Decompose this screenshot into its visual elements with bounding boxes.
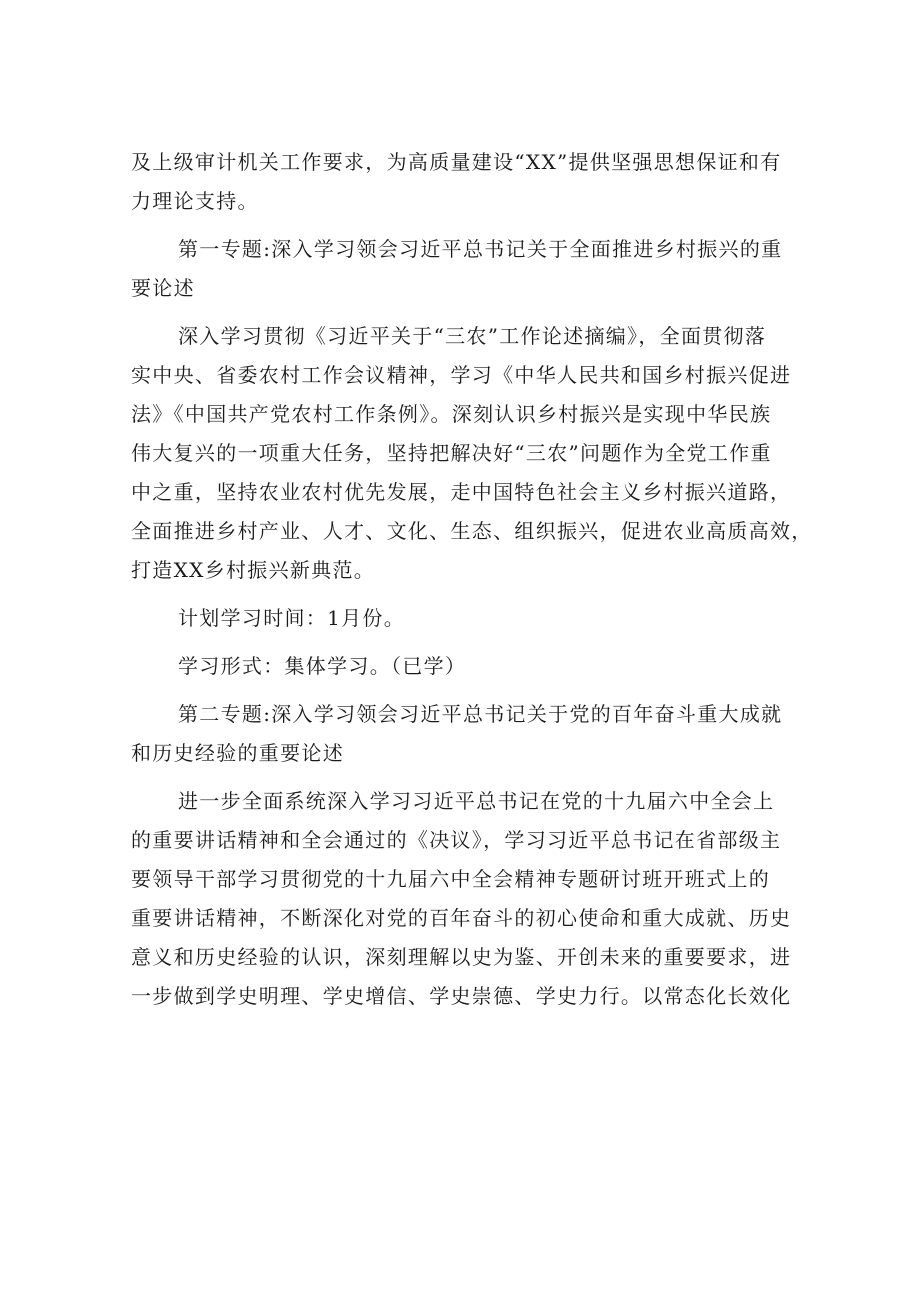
paragraph-topic-1-heading bbox=[131, 230, 801, 308]
text-line: 学习形式：集体学习。（已学） bbox=[178, 654, 467, 678]
text-line: 重要讲话精神，不断深化对党的百年奋斗的初心使命和重大成就、历史 bbox=[131, 906, 792, 930]
paragraph-topic-2-heading bbox=[131, 695, 801, 773]
document-body bbox=[131, 143, 813, 1016]
text-line: 深入学习贯彻《习近平关于“三农”工作论述摘编》，全面贯彻落 bbox=[178, 324, 767, 348]
paragraph-topic-2-body bbox=[131, 782, 801, 1016]
text-line: 要领导干部学习贯彻党的十九届六中全会精神专题研讨班开班式上的 bbox=[131, 867, 770, 891]
section-heading-line: 要论述 bbox=[131, 276, 195, 300]
text-line: 打造XX乡村振兴新典范。 bbox=[131, 558, 376, 582]
text-line: 及上级审计机关工作要求，为高质量建设“XX”提供坚强思想保证和有 bbox=[131, 150, 782, 174]
section-heading-line: 第一专题:深入学习领会习近平总书记关于全面推进乡村振兴的重 bbox=[178, 237, 783, 261]
text-line: 的重要讲话精神和全会通过的《决议》，学习习近平总书记在省部级主 bbox=[131, 828, 782, 852]
text-line: 伟大复兴的一项重大任务，坚持把解决好“三农”问题作为全党工作重 bbox=[131, 441, 772, 465]
text-line: 实中央、省委农村工作会议精神，学习《中华人民共和国乡村振兴促进 bbox=[131, 363, 792, 387]
text-line: 一步做到学史明理、学史增信、学史崇德、学史力行。以常态化长效化 bbox=[131, 984, 792, 1008]
paragraph-topic-1-time bbox=[131, 599, 801, 638]
text-line: 法》《中国共产党农村工作条例》。深刻认识乡村振兴是实现中华民族 bbox=[131, 402, 772, 426]
text-line: 意义和历史经验的认识，深刻理解以史为鉴、开创未来的重要要求，进 bbox=[131, 945, 792, 969]
paragraph-topic-1-form bbox=[131, 647, 801, 686]
text-line: 计划学习时间：1月份。 bbox=[178, 606, 406, 630]
paragraph-topic-1-body bbox=[131, 317, 813, 590]
text-line: 力理论支持。 bbox=[131, 189, 259, 213]
paragraph-intro-tail bbox=[131, 143, 801, 221]
section-heading-line: 和历史经验的重要论述 bbox=[131, 741, 344, 765]
text-line: 中之重，坚持农业农村优先发展，走中国特色社会主义乡村振兴道路， bbox=[131, 480, 792, 504]
text-line: 进一步全面系统深入学习习近平总书记在党的十九届六中全会上 bbox=[178, 789, 775, 813]
text-line: 全面推进乡村产业、人才、文化、生态、组织振兴，促进农业高质高效， bbox=[131, 519, 813, 543]
section-heading-line: 第二专题:深入学习领会习近平总书记关于党的百年奋斗重大成就 bbox=[178, 702, 783, 726]
